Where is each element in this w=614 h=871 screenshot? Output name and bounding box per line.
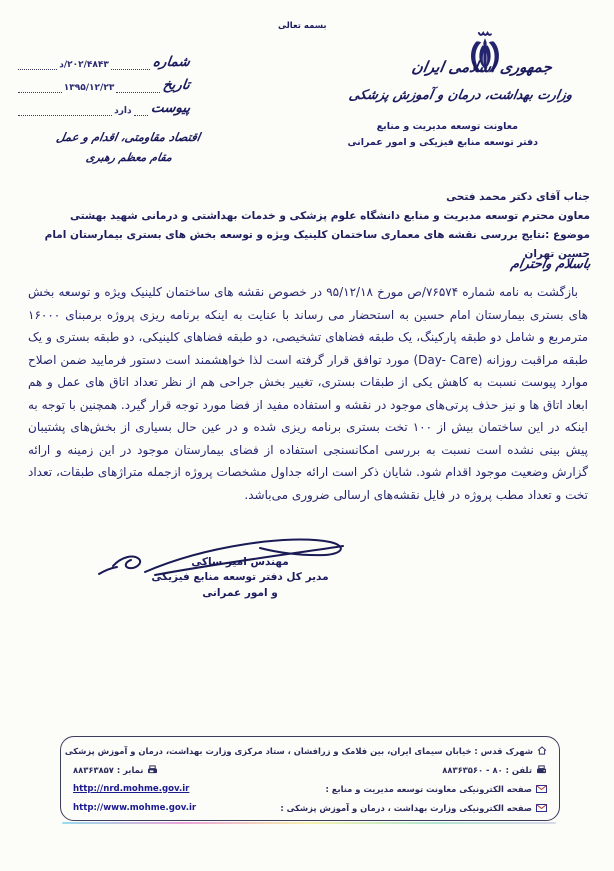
letter-date-label: تاریخ [162, 77, 192, 93]
footer-phone-fax-row [73, 760, 547, 779]
recipient-title: معاون محترم توسعه مدیریت و منابع دانشگاه علوم پزشکی و خدمات بهداشتی و درمانی شهید بهشتی [70, 210, 590, 222]
recipient-name: جناب آقای دکتر محمد فتحی [446, 191, 590, 203]
footer-email1-row [73, 779, 547, 798]
ministry-calligraphy: وزارت بهداشت، درمان و آموزش پزشکی [347, 88, 574, 103]
footer-url1-link[interactable]: http://nrd.mohme.gov.ir [73, 783, 190, 794]
footer-address: شهرک قدس : خیابان سیمای ایران، بین فلامک و زرافشان ، ستاد مرکزی وزارت بهداشت، درمان و آموزش پزشکی [64, 745, 533, 756]
letter-attachment-value: دارد [114, 106, 132, 116]
subject-line: موضوع :نتایج بررسی نقشه های معماری ساختمان کلینیک ویژه و توسعه بخش های بستری بیمارستان امام حسین تهران [44, 229, 590, 260]
signer-title-line1: مدیر کل دفتر توسعه منابع فیزیکی [151, 571, 329, 583]
letter-meta-fields [18, 47, 190, 116]
footer-phone: تلفن : ۸۰ - ۸۸۳۶۳۵۶۰ [442, 764, 532, 775]
letter-date-value: ۱۳۹۵/۱۲/۲۳ [63, 83, 115, 93]
fax-icon [147, 765, 158, 774]
recipient-block [28, 188, 590, 264]
house-icon [537, 746, 547, 755]
deputy-line: معاونت توسعه مدیریت و منابع [376, 121, 518, 132]
signature-block [105, 530, 375, 599]
letter-body: بازگشت به نامه شماره ۷۶۵۷۴/ص مورخ ۹۵/۱۲/۱۸ در خصوص نقشه های ساختمان کلینیک ویژه و توسعه بخش های بستری بیمارستان امام حسین به استحضار می رساند با عنایت به اینکه برنامه ریزی پروژه برمبنای ۱۶۰۰۰ مترمربع و شامل دو طبقه پارکینگ، یک طبقه فضاهای تشخیصی، دو طبقه فضاهای کلینیکی، دو طبقه بستری و یک طبقه مراقبت روزانه (Day- Care) مورد توافق قرار گرفته است لذا خواهشمند است دستور فرمایید ضمن اصلاح موارد پیوست نسبت به کاهش یکی از طبقات بستری، تغییر بخش جراحی هم از نظر تعداد اتاق های عمل و هم ابعاد اتاق ها و نیز حذف پرتی‌های موجود در نقشه و استفاده مفید از فضا مورد توجه قرار گیرد. همچنین با توجه به اینکه در این ساختمان بیش از ۱۰۰ تخت بستری برنامه ریزی شده و در عین حال بسیاری از بخش‌های پشتیبان پیش بینی نشده است نسبت به بررسی امکانسنجی استفاده از فضای بیمارستان موجود در این زمینه و ارائه گزارش وضعیت موجود اقدام شود. شایان ذکر است ارائه جداول مشخصات پروژه ازجمله متراژهای طبقات، تعداد تخت و تعداد مطب پروژه در فایل نقشه‌های ارسالی ضروری می‌باشد. [28, 285, 588, 502]
footer-url2-link[interactable]: http://www.mohme.gov.ir [73, 802, 197, 813]
phone-icon [536, 765, 547, 774]
footer-fax: نمابر : ۸۸۳۶۳۸۵۷ [73, 764, 144, 775]
footer-contact-box [60, 736, 560, 821]
office-line: دفتر توسعه منابع فیزیکی و امور عمرانی [347, 137, 538, 148]
footer-address-row [64, 741, 547, 760]
signer-title-line2: و امور عمرانی [202, 587, 278, 599]
letter-attachment-label: پیوست [149, 100, 192, 116]
country-calligraphy: جمهوری اسلامی ایران [410, 58, 554, 76]
envelope-icon [536, 785, 547, 793]
footer-email2-row [73, 798, 547, 817]
footer-email2-label: صفحه الکترونیکی وزارت بهداشت ، درمان و آموزش پزشکی : [280, 802, 532, 813]
slogan-line2: مقام معظم رهبری [84, 151, 174, 164]
letter-number-row [18, 47, 190, 70]
footer-email1-label: صفحه الکترونیکی معاونت توسعه مدیریت و منابع : [325, 783, 532, 794]
salutation: باسلام واحترام [509, 257, 592, 272]
signer-name: مهندس امیر ساکی [191, 556, 289, 568]
bismillah-text: بسمه تعالی [278, 21, 327, 31]
handwritten-signature-icon [85, 528, 385, 588]
letter-attachment-row [18, 93, 190, 116]
letter-number-label: شماره [152, 54, 192, 70]
letter-date-row [18, 70, 190, 93]
slogan-line1: اقتصاد مقاومتی، اقدام و عمل [55, 130, 202, 144]
scan-color-artifact-line [62, 822, 556, 824]
letter-number-value: د/۲۰۲/۴۸۴۳ [59, 60, 109, 70]
envelope-icon [536, 804, 547, 812]
slogan-block [10, 130, 200, 164]
